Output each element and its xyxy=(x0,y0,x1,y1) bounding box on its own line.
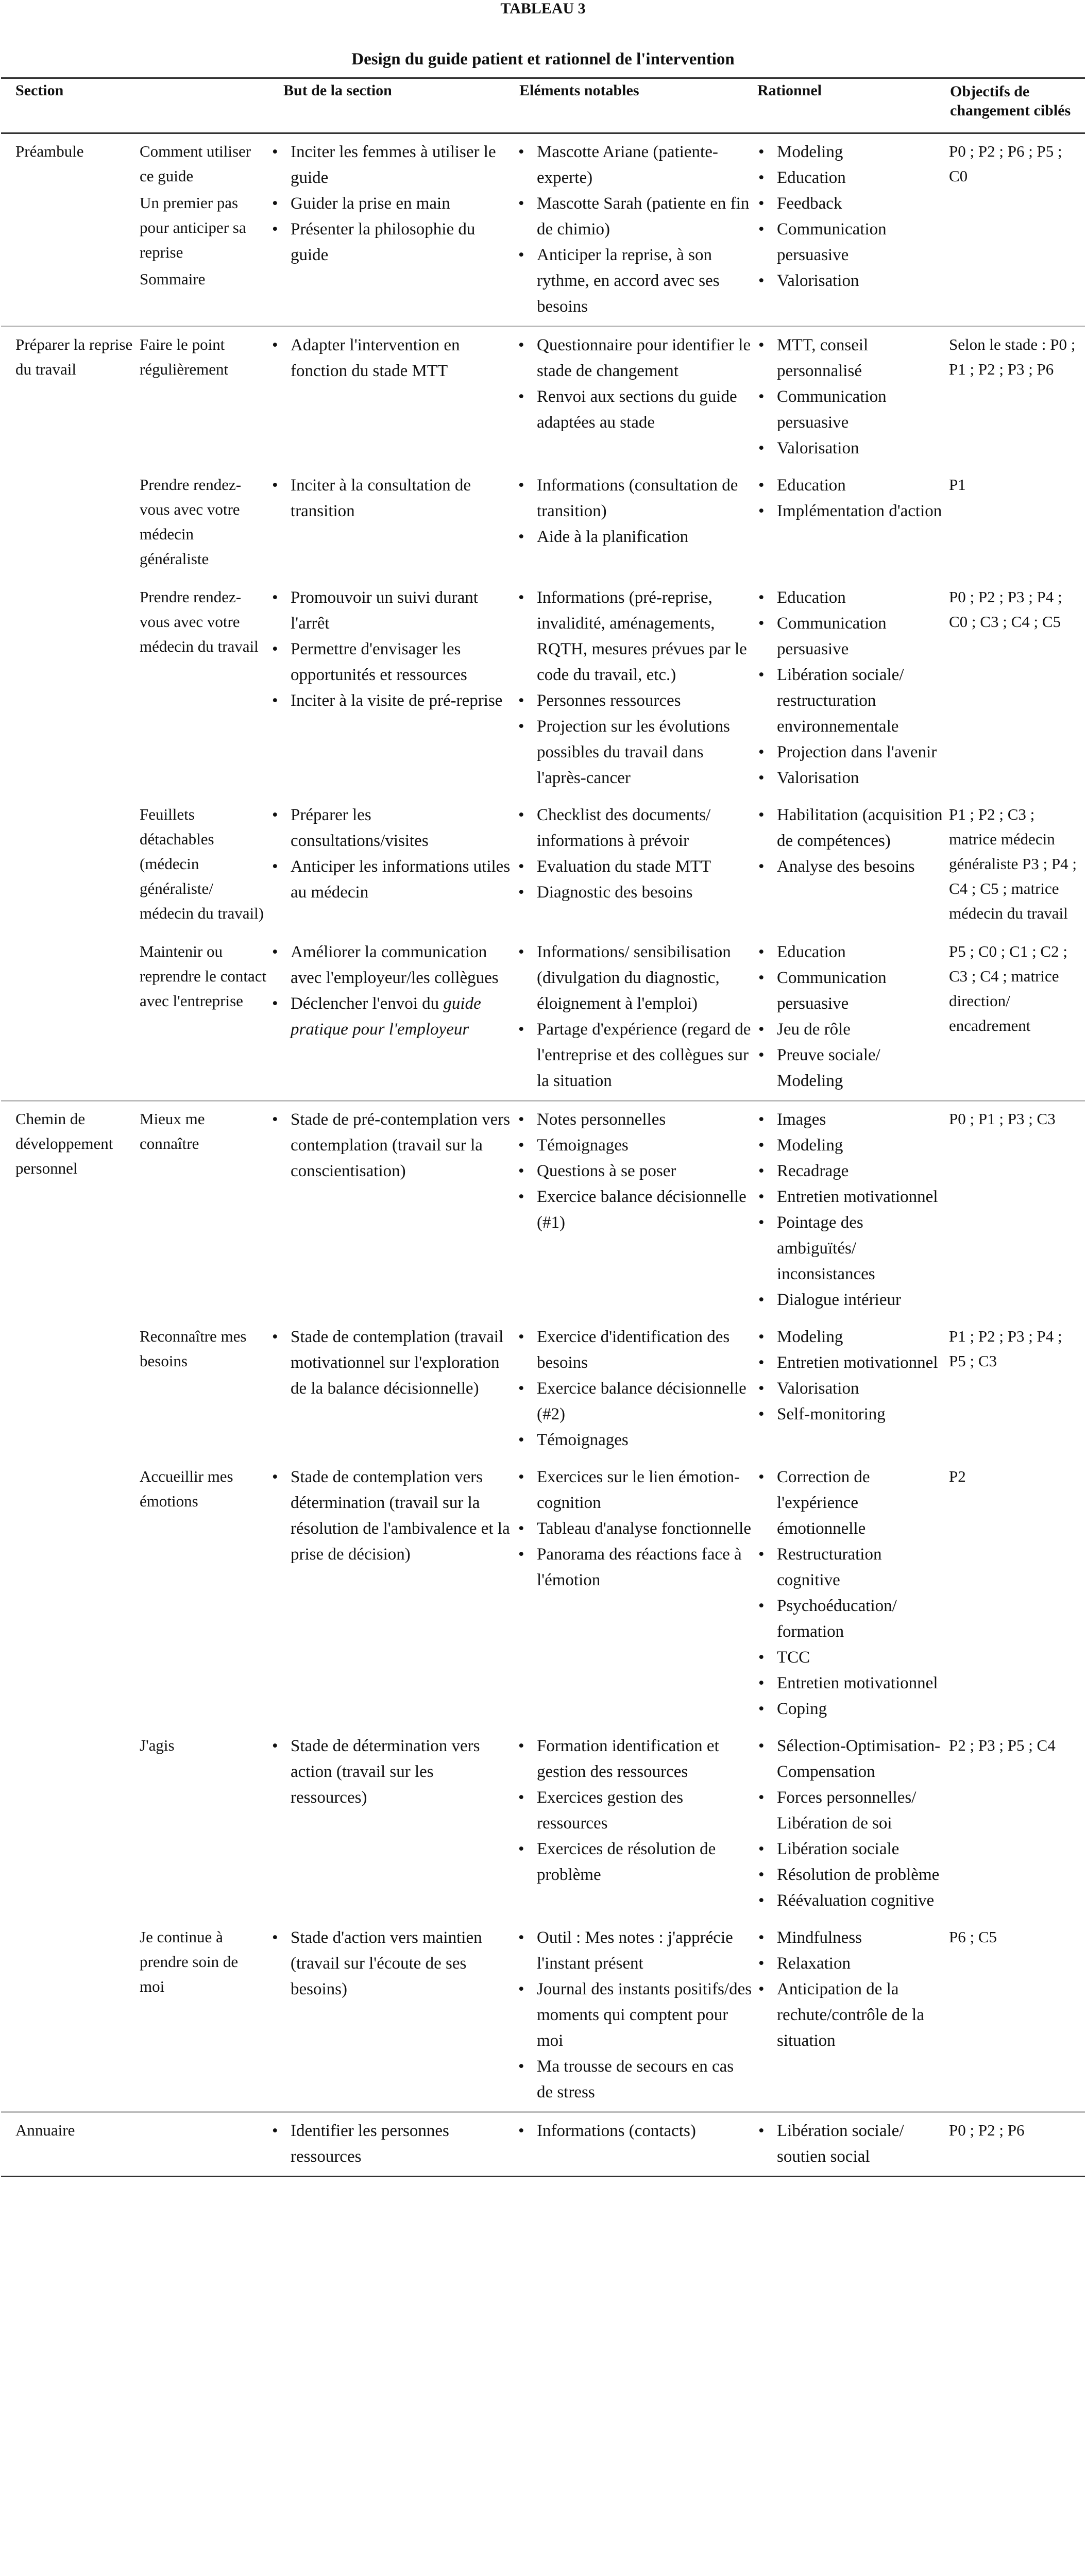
header-row xyxy=(1,78,1085,133)
elements-cell xyxy=(517,1319,757,1459)
but-item: • Anticiper les informations utiles au médecin xyxy=(291,854,513,905)
table-row xyxy=(1,934,1085,1101)
subsection-label: J'agis xyxy=(140,1736,175,1754)
section-cell xyxy=(1,1728,140,1920)
elements-list xyxy=(517,1733,753,1888)
rationnel-item: • Libération sociale/ restructuration environnementale xyxy=(777,662,945,739)
section-cell xyxy=(1,934,140,1101)
subsection-cell xyxy=(140,1101,271,1319)
elements-cell xyxy=(517,1728,757,1920)
rationnel-cell xyxy=(757,1459,949,1728)
elements-item: • Informations (consultation de transition) xyxy=(537,472,753,524)
but-item: • Présenter la philosophie du guide xyxy=(291,216,513,268)
rationnel-item: • Education xyxy=(777,939,945,965)
elements-list xyxy=(517,2118,753,2144)
rationnel-item: • Entretien motivationnel xyxy=(777,1184,945,1210)
objectifs-cell: P0 ; P2 ; P6 xyxy=(949,2112,1085,2177)
elements-cell xyxy=(517,797,757,934)
rationnel-item: • MTT, conseil personnalisé xyxy=(777,332,945,384)
subsection-label: Feuillets détachables (médecin généraliste/ médecin du travail) xyxy=(140,805,264,922)
elements-item: • Evaluation du stade MTT xyxy=(537,854,753,879)
rationnel-item: • Psychoéducation/ formation xyxy=(777,1593,945,1645)
elements-item: • Exercice balance décisionnelle (#1) xyxy=(537,1184,753,1235)
header-but: But de la section xyxy=(271,78,517,133)
rationnel-item: • Restructuration cognitive xyxy=(777,1541,945,1593)
elements-item: • Personnes ressources xyxy=(537,688,753,714)
but-list xyxy=(271,472,513,524)
objectifs-cell: P0 ; P2 ; P6 ; P5 ; C0 xyxy=(949,133,1085,327)
elements-cell xyxy=(517,467,757,580)
subsection-cell xyxy=(140,467,271,580)
but-list xyxy=(271,1925,513,2002)
elements-item: • Exercices sur le lien émotion-cognition xyxy=(537,1464,753,1516)
objectifs-cell: P2 ; P3 ; P5 ; C4 xyxy=(949,1736,1056,1754)
but-item: • Inciter à la consultation de transition xyxy=(291,472,513,524)
section-cell xyxy=(1,467,140,580)
elements-cell xyxy=(517,327,757,468)
rationnel-cell xyxy=(757,1920,949,2112)
rationnel-list xyxy=(757,332,945,461)
objectifs-cell: P0 ; P2 ; P3 ; P4 ; C0 ; C3 ; C4 ; C5 xyxy=(949,588,1062,631)
objectifs-cell: P1 xyxy=(949,476,966,494)
section-cell xyxy=(1,580,140,797)
elements-item: • Panorama des réactions face à l'émotion xyxy=(537,1541,753,1593)
but-cell xyxy=(271,797,517,934)
rationnel-item: • Education xyxy=(777,472,945,498)
section-cell xyxy=(1,1459,140,1728)
subsection-label: Un premier pas pour anticiper sa reprise xyxy=(140,194,246,261)
objectifs-cell: P1 ; P2 ; P3 ; P4 ; P5 ; C3 xyxy=(949,1327,1062,1370)
elements-item: • Témoignages xyxy=(537,1132,753,1158)
elements-list xyxy=(517,332,753,435)
table-body xyxy=(1,133,1085,2177)
rationnel-list xyxy=(757,1107,945,1313)
elements-item: • Aide à la planification xyxy=(537,524,753,550)
rationnel-item: • Valorisation xyxy=(777,765,945,791)
elements-list xyxy=(517,585,753,791)
rationnel-item: • Modeling xyxy=(777,1132,945,1158)
objectifs-cell: P0 ; P1 ; P3 ; C3 xyxy=(949,1101,1085,1319)
but-list xyxy=(271,585,513,714)
but-list xyxy=(271,802,513,905)
rationnel-cell xyxy=(757,2112,949,2177)
rationnel-item: • Libération sociale xyxy=(777,1836,945,1862)
elements-cell xyxy=(517,2112,757,2177)
table-row xyxy=(1,1728,1085,1920)
rationnel-list xyxy=(757,472,945,524)
elements-item: • Informations/ sensibilisation (divulgation du diagnostic, éloignement à l'emploi) xyxy=(537,939,753,1016)
rationnel-item: • Education xyxy=(777,165,945,191)
table-row xyxy=(1,1319,1085,1459)
rationnel-item: • TCC xyxy=(777,1645,945,1670)
rationnel-list xyxy=(757,802,945,879)
elements-item: • Exercices gestion des ressources xyxy=(537,1785,753,1836)
elements-item: • Témoignages xyxy=(537,1427,753,1453)
subsection-cell xyxy=(140,1728,271,1920)
but-list xyxy=(271,1464,513,1567)
rationnel-cell xyxy=(757,934,949,1101)
header-elements: Eléments notables xyxy=(517,78,757,133)
elements-item: • Informations (contacts) xyxy=(537,2118,753,2144)
elements-cell xyxy=(517,133,757,327)
elements-item: • Partage d'expérience (regard de l'entreprise et des collègues sur la situation xyxy=(537,1016,753,1094)
rationnel-item: • Entretien motivationnel xyxy=(777,1350,945,1376)
header-section: Section xyxy=(1,78,140,133)
objectifs-cell: P1 ; P2 ; C3 ; matrice médecin généraliste P3 ; P4 ; C4 ; C5 ; matrice médecin du travail xyxy=(949,805,1077,922)
rationnel-cell xyxy=(757,580,949,797)
elements-list xyxy=(517,939,753,1094)
elements-item: • Questionnaire pour identifier le stade de changement xyxy=(537,332,753,384)
rationnel-cell xyxy=(757,1319,949,1459)
rationnel-item: • Recadrage xyxy=(777,1158,945,1184)
rationnel-item: • Forces personnelles/ Libération de soi xyxy=(777,1785,945,1836)
rationnel-item: • Preuve sociale/ Modeling xyxy=(777,1042,945,1094)
subsection-cell xyxy=(140,327,271,468)
rationnel-item: • Valorisation xyxy=(777,435,945,461)
elements-list xyxy=(517,1464,753,1593)
but-list xyxy=(271,939,513,1042)
rationnel-cell xyxy=(757,1728,949,1920)
rationnel-item: • Communication persuasive xyxy=(777,965,945,1016)
elements-list xyxy=(517,1324,753,1453)
but-item: • Identifier les personnes ressources xyxy=(291,2118,513,2170)
subsection-label: Je continue à prendre soin de moi xyxy=(140,1928,239,1995)
table-row xyxy=(1,1920,1085,2112)
rationnel-cell xyxy=(757,467,949,580)
rationnel-cell xyxy=(757,797,949,934)
rationnel-list xyxy=(757,2118,945,2170)
rationnel-item: • Jeu de rôle xyxy=(777,1016,945,1042)
section-cell xyxy=(1,797,140,934)
but-list xyxy=(271,139,513,268)
rationnel-item: • Habilitation (acquisition de compétences) xyxy=(777,802,945,854)
rationnel-item: • Projection dans l'avenir xyxy=(777,739,945,765)
design-table xyxy=(1,77,1085,2177)
but-item: • Adapter l'intervention en fonction du stade MTT xyxy=(291,332,513,384)
table-label: TABLEAU 3 xyxy=(500,0,586,17)
but-item: • Stade d'action vers maintien (travail sur l'écoute de ses besoins) xyxy=(291,1925,513,2002)
but-item: • Préparer les consultations/visites xyxy=(291,802,513,854)
elements-item: • Renvoi aux sections du guide adaptées au stade xyxy=(537,384,753,435)
rationnel-cell xyxy=(757,327,949,468)
rationnel-item: • Mindfulness xyxy=(777,1925,945,1951)
rationnel-item: • Communication persuasive xyxy=(777,216,945,268)
elements-item: • Exercice d'identification des besoins xyxy=(537,1324,753,1376)
rationnel-cell xyxy=(757,133,949,327)
but-item: • Stade de détermination vers action (travail sur les ressources) xyxy=(291,1733,513,1810)
rationnel-item: • Analyse des besoins xyxy=(777,854,945,879)
rationnel-list xyxy=(757,939,945,1094)
elements-item: • Diagnostic des besoins xyxy=(537,879,753,905)
header-rationnel: Rationnel xyxy=(757,78,949,133)
section-cell: Préambule xyxy=(1,133,140,327)
rationnel-list xyxy=(757,585,945,791)
but-cell xyxy=(271,1459,517,1728)
table-row xyxy=(1,133,1085,327)
header-sub xyxy=(140,78,271,133)
but-item: • Stade de contemplation vers détermination (travail sur la résolution de l'ambivalence et la prise de décision) xyxy=(291,1464,513,1567)
section-cell: Chemin de développement personnel xyxy=(1,1101,140,1319)
elements-item: • Projection sur les évolutions possibles du travail dans l'après-cancer xyxy=(537,714,753,791)
subsection-cell xyxy=(140,797,271,934)
but-cell xyxy=(271,467,517,580)
but-list xyxy=(271,2118,513,2170)
objectifs-cell: P5 ; C0 ; C1 ; C2 ; C3 ; C4 ; matrice direction/ encadrement xyxy=(949,942,1067,1035)
subsection-cell xyxy=(140,934,271,1101)
but-list xyxy=(271,1733,513,1810)
elements-item: • Informations (pré-reprise, invalidité, aménagements, RQTH, mesures prévues par le code du travail, etc.) xyxy=(537,585,753,688)
elements-item: • Exercice balance décisionnelle (#2) xyxy=(537,1376,753,1427)
but-item: • Stade de pré-contemplation vers contemplation (travail sur la conscientisation) xyxy=(291,1107,513,1184)
elements-item: • Notes personnelles xyxy=(537,1107,753,1132)
elements-item: • Anticiper la reprise, à son rythme, en accord avec ses besoins xyxy=(537,242,753,319)
objectifs-cell: P6 ; C5 xyxy=(949,1928,997,1946)
but-cell xyxy=(271,1319,517,1459)
rationnel-item: • Communication persuasive xyxy=(777,384,945,435)
subsection-label: Faire le point régulièrement xyxy=(140,335,229,378)
elements-cell xyxy=(517,1101,757,1319)
elements-item: • Journal des instants positifs/des moments qui comptent pour moi xyxy=(537,1976,753,2054)
but-item: • Guider la prise en main xyxy=(291,191,513,216)
subsection-cell xyxy=(140,133,271,327)
rationnel-item: • Communication persuasive xyxy=(777,611,945,662)
elements-item: • Exercices de résolution de problème xyxy=(537,1836,753,1888)
but-cell xyxy=(271,1920,517,2112)
section-cell: Annuaire xyxy=(1,2112,140,2177)
but-cell xyxy=(271,133,517,327)
subsection-cell xyxy=(140,1319,271,1459)
elements-item: • Questions à se poser xyxy=(537,1158,753,1184)
rationnel-item: • Implémentation d'action xyxy=(777,498,945,524)
table-row xyxy=(1,327,1085,468)
rationnel-item: • Valorisation xyxy=(777,268,945,294)
rationnel-item: • Self-monitoring xyxy=(777,1401,945,1427)
rationnel-list xyxy=(757,1324,945,1427)
section-cell xyxy=(1,1920,140,2112)
table-row xyxy=(1,797,1085,934)
rationnel-item: • Anticipation de la rechute/contrôle de la situation xyxy=(777,1976,945,2054)
rationnel-list xyxy=(757,1733,945,1913)
but-item: • Permettre d'envisager les opportunités et ressources xyxy=(291,636,513,688)
rationnel-item: • Valorisation xyxy=(777,1376,945,1401)
elements-cell xyxy=(517,580,757,797)
subsection-label: Prendre rendez-vous avec votre médecin généraliste xyxy=(140,476,242,568)
rationnel-item: • Sélection-Optimisation-Compensation xyxy=(777,1733,945,1785)
rationnel-cell xyxy=(757,1101,949,1319)
but-item: • Promouvoir un suivi durant l'arrêt xyxy=(291,585,513,636)
rationnel-item: • Modeling xyxy=(777,1324,945,1350)
elements-list xyxy=(517,1107,753,1235)
rationnel-item: • Entretien motivationnel xyxy=(777,1670,945,1696)
but-cell xyxy=(271,580,517,797)
but-cell xyxy=(271,1101,517,1319)
elements-item: • Tableau d'analyse fonctionnelle xyxy=(537,1516,753,1541)
rationnel-item: • Dialogue intérieur xyxy=(777,1287,945,1313)
but-item: • Déclencher l'envoi du guide pratique pour l'employeur xyxy=(291,991,513,1042)
elements-list xyxy=(517,472,753,550)
but-cell xyxy=(271,327,517,468)
elements-item: • Mascotte Ariane (patiente-experte) xyxy=(537,139,753,191)
subsection-label: Mieux me connaître xyxy=(140,1110,205,1153)
table-row xyxy=(1,580,1085,797)
elements-list xyxy=(517,802,753,905)
rationnel-item: • Réévaluation cognitive xyxy=(777,1888,945,1913)
but-cell xyxy=(271,934,517,1101)
rationnel-item: • Libération sociale/ soutien social xyxy=(777,2118,945,2170)
header-objectifs: Objectifs de changement ciblés xyxy=(949,78,1085,133)
table-row xyxy=(1,2112,1085,2177)
rationnel-item: • Correction de l'expérience émotionnelle xyxy=(777,1464,945,1541)
section-cell xyxy=(1,1319,140,1459)
subsection-cell xyxy=(140,1920,271,2112)
table-row xyxy=(1,1459,1085,1728)
objectifs-cell: Selon le stade : P0 ; P1 ; P2 ; P3 ; P6 xyxy=(949,327,1085,468)
subsection-cell xyxy=(140,2112,271,2177)
objectifs-cell: P2 xyxy=(949,1467,966,1485)
section-cell: Préparer la reprise du travail xyxy=(1,327,140,468)
subsection-label: Accueillir mes émotions xyxy=(140,1467,233,1510)
rationnel-item: • Relaxation xyxy=(777,1951,945,1976)
elements-list xyxy=(517,139,753,319)
rationnel-item: • Images xyxy=(777,1107,945,1132)
elements-item: • Ma trousse de secours en cas de stress xyxy=(537,2054,753,2105)
but-item: • Améliorer la communication avec l'employeur/les collègues xyxy=(291,939,513,991)
subsection-label: Prendre rendez-vous avec votre médecin du travail xyxy=(140,588,259,655)
rationnel-item: • Pointage des ambiguïtés/ inconsistances xyxy=(777,1210,945,1287)
but-list xyxy=(271,1107,513,1184)
but-item: • Inciter les femmes à utiliser le guide xyxy=(291,139,513,191)
rationnel-item: • Résolution de problème xyxy=(777,1862,945,1888)
subsection-label: Reconnaître mes besoins xyxy=(140,1327,247,1370)
but-list xyxy=(271,1324,513,1401)
but-item: • Inciter à la visite de pré-reprise xyxy=(291,688,513,714)
elements-item: • Checklist des documents/ informations à prévoir xyxy=(537,802,753,854)
rationnel-list xyxy=(757,1464,945,1722)
but-cell xyxy=(271,1728,517,1920)
elements-list xyxy=(517,1925,753,2105)
but-list xyxy=(271,332,513,384)
but-cell xyxy=(271,2112,517,2177)
subsection-cell xyxy=(140,1459,271,1728)
elements-item: • Formation identification et gestion des ressources xyxy=(537,1733,753,1785)
rationnel-item: • Feedback xyxy=(777,191,945,216)
table-row xyxy=(1,1101,1085,1319)
rationnel-list xyxy=(757,139,945,294)
table-row xyxy=(1,467,1085,580)
elements-item: • Mascotte Sarah (patiente en fin de chimio) xyxy=(537,191,753,242)
subsection-label: Sommaire xyxy=(140,270,206,288)
rationnel-item: • Modeling xyxy=(777,139,945,165)
rationnel-item: • Education xyxy=(777,585,945,611)
elements-cell xyxy=(517,934,757,1101)
rationnel-list xyxy=(757,1925,945,2054)
subsection-cell xyxy=(140,580,271,797)
but-item: • Stade de contemplation (travail motivationnel sur l'exploration de la balance décisionnelle) xyxy=(291,1324,513,1401)
rationnel-item: • Coping xyxy=(777,1696,945,1722)
subsection-label: Comment utiliser ce guide xyxy=(140,142,251,185)
subsection-label: Maintenir ou reprendre le contact avec l'entreprise xyxy=(140,942,267,1010)
elements-item: • Outil : Mes notes : j'apprécie l'instant présent xyxy=(537,1925,753,1976)
elements-cell xyxy=(517,1920,757,2112)
elements-cell xyxy=(517,1459,757,1728)
table-title: Design du guide patient et rationnel de l'intervention xyxy=(351,50,735,69)
